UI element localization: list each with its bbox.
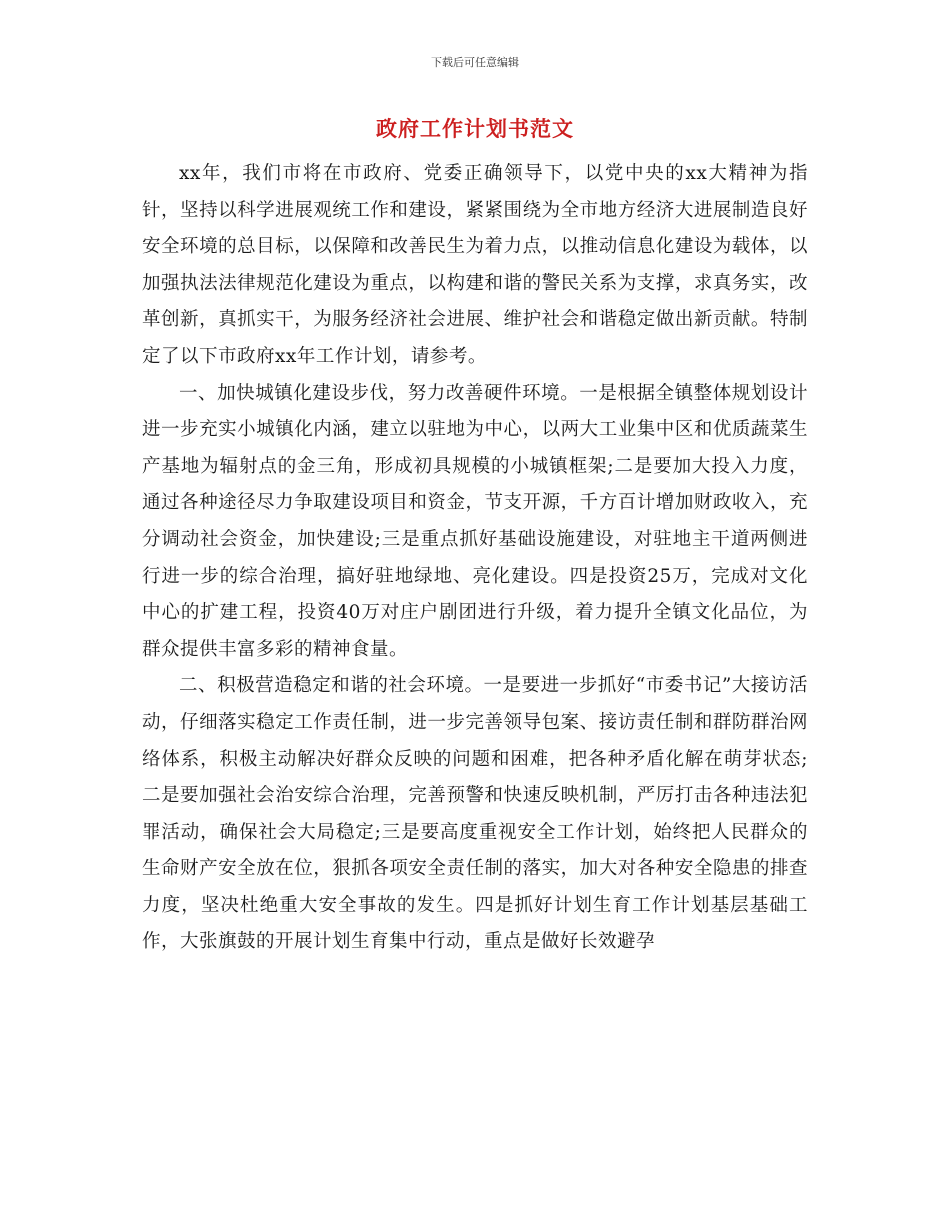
header-note: 下载后可任意编辑: [431, 56, 519, 69]
paragraph-intro: xx年，我们市将在市政府、党委正确领导下，以党中央的xx大精神为指针，坚持以科学进展观统工作和建设，紧紧围绕为全市地方经济大进展制造良好安全环境的总目标，以保障和改善民生为着力点，以推动信息化建设为载体，以加强执法法律规范化建设为重点，以构建和谐的警民关系为支撑，求真务实，改革创新，真抓实干，为服务经济社会进展、维护社会和谐稳定做出新贡献。特制定了以下市政府xx年工作计划，请参考。: [142, 163, 808, 367]
paragraph-social-environment: 二、积极营造稳定和谐的社会环境。一是要进一步抓好“市委书记”大接访活动，仔细落实稳定工作责任制，进一步完善领导包案、接访责任制和群防群治网络体系，积极主动解决好群众反映的问题和困难，把各种矛盾化解在萌芽状态;二是要加强社会治安综合治理，完善预警和快速反映机制，严厉打击各种违法犯罪活动，确保社会大局稳定;三是要高度重视安全工作计划，始终把人民群众的生命财产安全放在位，狠抓各项安全责任制的落实，加大对各种安全隐患的排查力度，坚决杜绝重大安全事故的发生。四是抓好计划生育工作计划基层基础工作，大张旗鼓的开展计划生育集中行动，重点是做好长效避孕: [142, 675, 808, 953]
paragraph-urbanization: 一、加快城镇化建设步伐，努力改善硬件环境。一是根据全镇整体规划设计进一步充实小城镇化内涵，建立以驻地为中心，以两大工业集中区和优质蔬菜生产基地为辐射点的金三角，形成初具规模的小城镇框架;二是要加大投入力度，通过各种途径尽力争取建设项目和资金，节支开源，千方百计增加财政收入，充分调动社会资金，加快建设;三是重点抓好基础设施建设，对驻地主干道两侧进行进一步的综合治理，搞好驻地绿地、亮化建设。四是投资25万，完成对文化中心的扩建工程，投资40万对庄户剧团进行升级，着力提升全镇文化品位，为群众提供丰富多彩的精神食量。: [142, 382, 808, 660]
document-body: [142, 156, 808, 961]
document-title: 政府工作计划书范文: [376, 116, 574, 141]
